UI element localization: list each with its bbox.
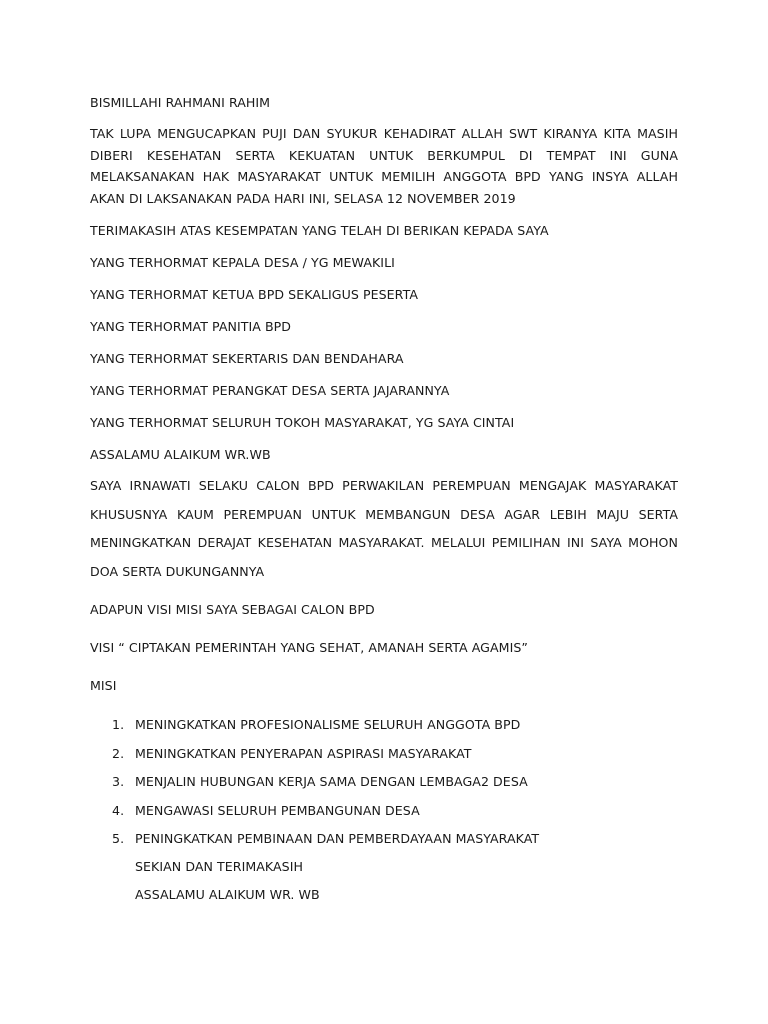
greeting-ketua-bpd: YANG TERHORMAT KETUA BPD SEKALIGUS PESERTA (90, 287, 418, 302)
misi-item-text: MENINGKATKAN PENYERAPAN ASPIRASI MASYARAKAT (135, 745, 472, 761)
misi-item (90, 744, 678, 764)
misi-item-text: MENINGKATKAN PROFESIONALISME SELURUH ANGGOTA BPD (135, 717, 521, 732)
misi-item-number: 2. (112, 745, 125, 761)
greeting-thanks: TERIMAKASIH ATAS KESEMPATAN YANG TELAH DI BERIKAN KEPADA SAYA (90, 223, 549, 238)
misi-label: MISI (90, 678, 117, 693)
document-body (90, 93, 678, 914)
misi-item (90, 772, 678, 792)
greeting-perangkat-desa: YANG TERHORMAT PERANGKAT DESA SERTA JAJARANNYA (90, 383, 450, 398)
greeting-panitia: YANG TERHORMAT PANITIA BPD (90, 319, 292, 334)
misi-list (90, 715, 678, 849)
misi-item-number: 3. (112, 774, 125, 789)
misi-item-number: 5. (112, 831, 125, 846)
intro-paragraph: SAYA IRNAWATI SELAKU CALON BPD PERWAKILAN PEREMPUAN MENGAJAK MASYARAKAT KHUSUSNYA KAUM PEREMPUAN UNTUK MEMBANGUN DESA AGAR LEBIH MAJU SERTA MENINGKATKAN DERAJAT KESEHATAN MASYARAKAT. MELALUI PEMILIHAN INI SAYA MOHON DOA SERTA DUKUNGANNYA (90, 478, 678, 579)
opening-paragraph: TAK LUPA MENGUCAPKAN PUJI DAN SYUKUR KEHADIRAT ALLAH SWT KIRANYA KITA MASIH DIBERI KESEHATAN SERTA KEKUATAN UNTUK BERKUMPUL DI TEMPAT INI GUNA MELAKSANAKAN HAK MASYARAKAT UNTUK MEMILIH ANGGOTA BPD YANG INSYA ALLAH AKAN DI LAKSANAKAN PADA HARI INI, SELASA 12 NOVEMBER 2019 (90, 126, 678, 206)
greeting-salam: ASSALAMU ALAIKUM WR.WB (90, 447, 271, 462)
closing-salam: ASSALAMU ALAIKUM WR. WB (135, 887, 320, 902)
greeting-tokoh-masyarakat: YANG TERHORMAT SELURUH TOKOH MASYARAKAT, YG SAYA CINTAI (90, 415, 515, 430)
visi-statement: VISI “ CIPTAKAN PEMERINTAH YANG SEHAT, AMANAH SERTA AGAMIS” (90, 640, 528, 655)
misi-item-text: MENGAWASI SELURUH PEMBANGUNAN DESA (135, 802, 420, 818)
greeting-kepala-desa: YANG TERHORMAT KEPALA DESA / YG MEWAKILI (90, 255, 395, 270)
misi-item-number: 4. (112, 802, 125, 818)
misi-item (90, 801, 678, 821)
misi-item-text: MENJALIN HUBUNGAN KERJA SAMA DENGAN LEMBAGA2 DESA (135, 774, 528, 789)
misi-item (90, 715, 678, 735)
misi-item-text: PENINGKATKAN PEMBINAAN DAN PEMBERDAYAAN MASYARAKAT (135, 831, 540, 846)
greeting-sekertaris: YANG TERHORMAT SEKERTARIS DAN BENDAHARA (90, 351, 404, 366)
bismillah-line: BISMILLAHI RAHMANI RAHIM (90, 95, 271, 110)
misi-item-number: 1. (112, 717, 125, 732)
visi-misi-heading: ADAPUN VISI MISI SAYA SEBAGAI CALON BPD (90, 602, 375, 617)
misi-item (90, 829, 678, 849)
closing-thanks: SEKIAN DAN TERIMAKASIH (135, 858, 304, 874)
